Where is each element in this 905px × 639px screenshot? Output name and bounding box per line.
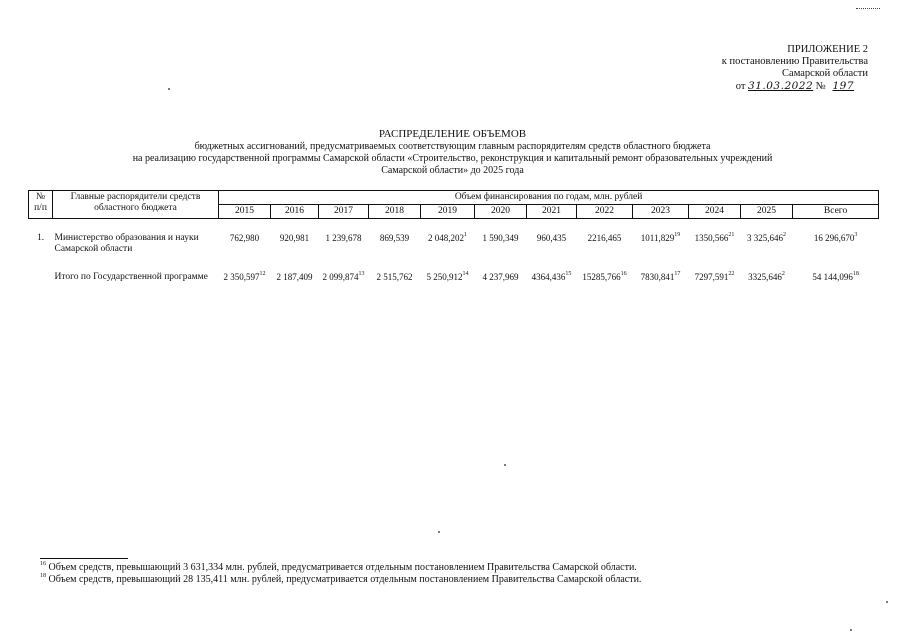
title-line-2: бюджетных ассигнований, предусматриваемых соответствующим главным распорядителям средств областного бюджета: [194, 141, 711, 152]
row-name: Министерство образования и науки Самарской области: [54, 233, 199, 254]
footnote-text: Объем средств, превышающий 28 135,411 млн. рублей, предусматривается отдельным постановлением Правительства Самарской области.: [46, 574, 642, 585]
value-text: 15285,766: [582, 272, 621, 282]
year-header: 2020: [475, 205, 527, 219]
value-text: 4 237,969: [482, 272, 519, 282]
appendix-decree: к постановлению Правительства: [721, 56, 868, 67]
col-header-number: № п/п: [29, 191, 53, 219]
footnote-ref: 3: [854, 232, 858, 238]
value-text: 869,539: [379, 233, 410, 243]
value-text: 54 144,096: [812, 272, 853, 282]
footnote-ref: 17: [674, 271, 681, 277]
document-title: [0, 128, 905, 177]
scan-speck: [438, 531, 440, 533]
year-header: 2025: [741, 205, 793, 219]
value-text: 5 250,912: [426, 272, 463, 282]
footnote-ref: 1: [464, 232, 467, 238]
value-cell: [219, 256, 271, 284]
value-cell: [475, 219, 527, 257]
footnote-ref: 13: [358, 271, 365, 277]
value-cell: [369, 256, 421, 284]
col-header-name: Главные распорядители средств областного бюджета: [53, 191, 219, 219]
value-text: 2216,465: [587, 233, 622, 243]
col-header-group: Объем финансирования по годам, млн. рублей: [219, 191, 879, 205]
scan-mark: [856, 8, 880, 9]
budget-table: [28, 190, 879, 284]
value-cell: [421, 219, 475, 257]
table-row: [29, 256, 879, 284]
year-header: 2023: [633, 205, 689, 219]
value-cell: [633, 256, 689, 284]
value-cell: [219, 219, 271, 257]
value-text: 762,980: [229, 233, 260, 243]
value-text: 3325,646: [748, 272, 782, 282]
year-header: 2017: [319, 205, 369, 219]
footnote-ref: 12: [259, 271, 266, 277]
footnote-ref: 16: [620, 271, 627, 277]
value-cell: [741, 219, 793, 257]
appendix-header: [722, 44, 868, 93]
value-cell: [633, 219, 689, 257]
row-number: [29, 256, 53, 284]
number-prefix: №: [815, 81, 826, 92]
value-text: 1350,566: [694, 233, 729, 243]
value-cell: [319, 256, 369, 284]
value-text: 960,435: [536, 233, 567, 243]
handwritten-date: 31.03.2022: [748, 80, 814, 92]
footnote-text: Объем средств, превышающий 3 631,334 млн. рублей, предусматривается отдельным постановлением Правительства Самарской области.: [46, 562, 637, 573]
value-cell: [793, 219, 879, 257]
value-cell: [475, 256, 527, 284]
value-text: 7297,591: [694, 272, 729, 282]
row-name: Итого по Государственной программе: [54, 272, 208, 282]
title-line-3: на реализацию государственной программы Самарской области «Строительство, реконструкция и капитальный ремонт образовательных учреждений: [132, 153, 773, 164]
footnote-ref: 22: [728, 271, 735, 277]
footnotes: [40, 562, 641, 586]
footnote-ref: 21: [728, 232, 735, 238]
footnote-ref: 2: [783, 232, 786, 238]
year-header: 2019: [421, 205, 475, 219]
value-cell: [577, 256, 633, 284]
table-row: [29, 219, 879, 257]
value-text: 2 048,202: [428, 233, 464, 243]
value-cell: [689, 256, 741, 284]
value-cell: [369, 219, 421, 257]
value-cell: [741, 256, 793, 284]
value-text: 920,981: [279, 233, 310, 243]
value-text: 7830,841: [640, 272, 675, 282]
year-header: 2021: [527, 205, 577, 219]
footnote-ref: 19: [674, 232, 681, 238]
value-text: 2 099,874: [322, 272, 359, 282]
value-cell: [271, 219, 319, 257]
year-header: 2016: [271, 205, 319, 219]
value-text: 2 350,597: [223, 272, 260, 282]
footnote-ref: 14: [462, 271, 469, 277]
value-text: 1 590,349: [482, 233, 519, 243]
footnote-ref: 18: [852, 271, 859, 277]
value-cell: [527, 256, 577, 284]
value-cell: [689, 219, 741, 257]
value-cell: [421, 256, 475, 284]
value-cell: [319, 219, 369, 257]
footnote-marker: 16: [40, 561, 46, 567]
year-header: 2015: [219, 205, 271, 219]
value-text: 2 187,409: [276, 272, 313, 282]
year-header: 2024: [689, 205, 741, 219]
scan-speck: [168, 88, 170, 90]
footnote-separator: [40, 558, 128, 559]
scan-speck: [850, 629, 852, 631]
footnote-ref: 2: [781, 271, 785, 277]
value-cell: [793, 256, 879, 284]
appendix-date-line: [722, 80, 868, 93]
scan-speck: [504, 464, 506, 466]
footnote-18: [40, 574, 641, 586]
value-text: 1 239,678: [325, 233, 362, 243]
value-text: 16 296,670: [813, 233, 855, 243]
value-cell: [271, 256, 319, 284]
value-text: 2 515,762: [376, 272, 413, 282]
value-cell: [577, 219, 633, 257]
row-number: 1.: [36, 233, 45, 243]
value-text: 1011,829: [640, 233, 675, 243]
footnote-marker: 18: [40, 573, 46, 579]
appendix-region: Самарской области: [782, 68, 868, 79]
year-header: 2022: [577, 205, 633, 219]
footnote-16: [40, 562, 641, 574]
value-cell: [527, 219, 577, 257]
handwritten-number: 197: [832, 80, 854, 92]
title-main: РАСПРЕДЕЛЕНИЕ ОБЪЕМОВ: [378, 128, 527, 140]
value-text: 4364,436: [531, 272, 566, 282]
appendix-title: ПРИЛОЖЕНИЕ 2: [787, 44, 868, 55]
date-prefix: от: [735, 81, 746, 92]
title-line-4: Самарской области» до 2025 года: [381, 165, 524, 176]
total-header: Всего: [793, 205, 879, 219]
value-text: 3 325,646: [747, 233, 783, 243]
footnote-ref: 15: [565, 271, 572, 277]
year-header: 2018: [369, 205, 421, 219]
scan-speck: [886, 601, 888, 603]
